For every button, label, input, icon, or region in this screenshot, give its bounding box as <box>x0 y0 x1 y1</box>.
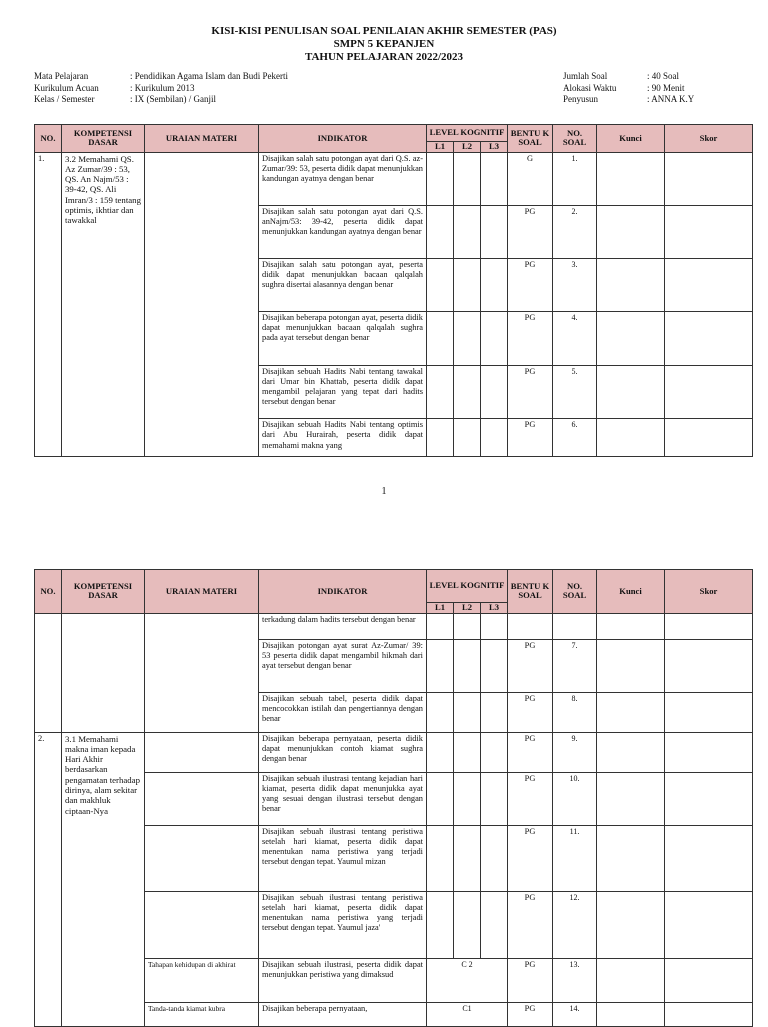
doc-title: KISI-KISI PENULISAN SOAL PENILAIAN AKHIR SEMESTER (PAS) <box>211 25 557 37</box>
indikator-cell: Disajikan salah satu potongan ayat dari Q.S. anNajm/53: 39-42, peserta didik dapat menunjukkan kandungan ayatnya dengan benar <box>259 205 427 258</box>
col-bentuk: BENTU K SOAL <box>508 570 553 614</box>
bentuk-cell: PG <box>508 891 553 958</box>
nosoal-cell <box>553 613 597 639</box>
materi-cell: Tahapan kehidupan di akhirat <box>145 958 259 1002</box>
l1-cell <box>427 152 454 205</box>
nosoal-cell: 3. <box>553 258 597 311</box>
skor-cell <box>665 825 753 891</box>
l3-cell <box>481 825 508 891</box>
l3-cell <box>481 418 508 456</box>
l1-cell <box>427 205 454 258</box>
l2-cell <box>454 418 481 456</box>
kunci-cell <box>597 891 665 958</box>
skor-cell <box>665 365 753 418</box>
l1-cell <box>427 825 454 891</box>
meta-label: Kurikulum Acuan <box>34 82 99 93</box>
row-no: 2. <box>35 732 62 1026</box>
grid-table-2 <box>34 569 753 1027</box>
indikator-cell: terkadung dalam hadits tersebut dengan benar <box>259 613 427 639</box>
row-no <box>35 613 62 732</box>
col-l2: L2 <box>454 142 481 153</box>
l1-cell <box>427 418 454 456</box>
l3-cell <box>481 365 508 418</box>
bentuk-cell: PG <box>508 772 553 825</box>
kunci-cell <box>597 1002 665 1026</box>
meta-value: : IX (Sembilan) / Ganjil <box>130 94 216 104</box>
l1-cell <box>427 258 454 311</box>
table-row <box>35 732 753 772</box>
col-l3: L3 <box>481 603 508 614</box>
materi-cell <box>145 891 259 958</box>
col-l1: L1 <box>427 142 454 153</box>
meta-value: : Kurikulum 2013 <box>130 82 195 93</box>
skor-cell <box>665 311 753 365</box>
kunci-cell <box>597 152 665 205</box>
table-row <box>35 613 753 639</box>
indikator-cell: Disajikan sebuah tabel, peserta didik dapat mencocokkan istilah dan pengertiannya dengan benar <box>259 692 427 732</box>
col-level: LEVEL KOGNITIF <box>427 570 508 603</box>
table-row <box>35 152 753 205</box>
col-l2: L2 <box>454 603 481 614</box>
materi-cell: Tanda-tanda kiamat kubra <box>145 1002 259 1026</box>
l1-cell <box>427 311 454 365</box>
indikator-cell: Disajikan beberapa pernyataan, peserta didik dapat menunjukkan contoh kiamat sughra dengan benar <box>259 732 427 772</box>
materi-cell <box>145 613 259 732</box>
col-nosoal: NO. SOAL <box>553 125 597 153</box>
meta-left <box>34 71 288 106</box>
skor-cell <box>665 772 753 825</box>
l1-cell <box>427 692 454 732</box>
bentuk-cell: PG <box>508 258 553 311</box>
indikator-cell: Disajikan sebuah Hadits Nabi tentang optimis dari Abu Hurairah, peserta didik dapat memahami makna yang <box>259 418 427 456</box>
level-cell <box>454 732 481 772</box>
l1-cell <box>427 613 454 639</box>
kunci-cell <box>597 613 665 639</box>
l1-cell <box>427 891 454 958</box>
l2-cell <box>454 613 481 639</box>
nosoal-cell: 1. <box>553 152 597 205</box>
nosoal-cell: 8. <box>553 692 597 732</box>
skor-cell <box>665 258 753 311</box>
l3-cell <box>481 205 508 258</box>
col-l1: L1 <box>427 603 454 614</box>
meta-label: Penyusun <box>563 94 599 104</box>
bentuk-cell: PG <box>508 958 553 1002</box>
kunci-cell <box>597 639 665 692</box>
l1-cell <box>427 772 454 825</box>
skor-cell <box>665 692 753 732</box>
col-kunci: Kunci <box>597 570 665 614</box>
skor-cell <box>665 891 753 958</box>
kd-cell: 3.1 Memahami makna iman kepada Hari Akhir berdasarkan pengamatan terhadap dirinya, alam sekitar dan makhluk ciptaan-Nya <box>62 732 145 1026</box>
meta-value: : 40 Soal <box>647 71 680 81</box>
col-no: NO. <box>35 125 62 153</box>
meta-value: : ANNA K.Y <box>647 94 695 104</box>
l3-cell <box>481 613 508 639</box>
col-kunci: Kunci <box>597 125 665 153</box>
l3-cell <box>481 639 508 692</box>
meta-value: : Pendidikan Agama Islam dan Budi Pekerti <box>130 71 288 81</box>
l2-cell <box>454 692 481 732</box>
meta-value: : 90 Menit <box>647 82 685 93</box>
skor-cell <box>665 152 753 205</box>
meta-label: Alokasi Waktu <box>563 82 617 93</box>
skor-cell <box>665 613 753 639</box>
meta-label: Mata Pelajaran <box>34 71 89 81</box>
level-cell <box>454 891 481 958</box>
col-materi: URAIAN MATERI <box>145 570 259 614</box>
l3-cell <box>481 692 508 732</box>
l3-cell <box>481 311 508 365</box>
nosoal-cell: 2. <box>553 205 597 258</box>
level-cell <box>454 772 481 825</box>
skor-cell <box>665 418 753 456</box>
col-skor: Skor <box>665 125 753 153</box>
l2-cell <box>454 311 481 365</box>
col-indikator: INDIKATOR <box>259 125 427 153</box>
kunci-cell <box>597 772 665 825</box>
col-l3: L3 <box>481 142 508 153</box>
kd-cell <box>62 613 145 732</box>
kunci-cell <box>597 365 665 418</box>
col-skor: Skor <box>665 570 753 614</box>
indikator-cell: Disajikan potongan ayat surat Az-Zumar/ 39: 53 peserta didik dapat mengambil hikmah dari ayat tersebut dengan benar <box>259 639 427 692</box>
bentuk-cell: PG <box>508 1002 553 1026</box>
indikator-cell: Disajikan sebuah ilustrasi tentang kejadian hari kiamat, peserta didik dapat menunjukka ayat yang sesuai dengan ilustrasi tersebut dengan benar <box>259 772 427 825</box>
kd-cell: 3.2 Memahami QS. Az Zumar/39 : 53, QS. An Najm/53 : 39-42, QS. Ali Imran/3 : 159 tentang optimis, ikhtiar dan tawakkal <box>62 152 145 456</box>
indikator-cell: Disajikan sebuah ilustrasi tentang peristiwa setelah hari kiamat, peserta didik dapat menentukan nama peristiwa yang terjadi tersebut dengan tepat. Yaumul mizan <box>259 825 427 891</box>
col-nosoal: NO. SOAL <box>553 570 597 614</box>
kunci-cell <box>597 418 665 456</box>
materi-cell <box>145 152 259 456</box>
bentuk-cell: PG <box>508 825 553 891</box>
l2-cell <box>454 639 481 692</box>
bentuk-cell: PG <box>508 639 553 692</box>
l3-cell <box>481 891 508 958</box>
l3-cell <box>481 258 508 311</box>
level-cell <box>454 825 481 891</box>
materi-cell <box>145 825 259 891</box>
nosoal-cell: 14. <box>553 1002 597 1026</box>
l2-cell <box>454 365 481 418</box>
nosoal-cell: 12. <box>553 891 597 958</box>
page-number: 1 <box>381 486 387 497</box>
kunci-cell <box>597 825 665 891</box>
kunci-cell <box>597 958 665 1002</box>
grid-table-1 <box>34 124 753 457</box>
col-no: NO. <box>35 570 62 614</box>
meta-label: Jumlah Soal <box>563 71 608 81</box>
l2-cell <box>454 152 481 205</box>
kunci-cell <box>597 692 665 732</box>
l1-cell <box>427 732 454 772</box>
l3-cell <box>481 152 508 205</box>
skor-cell <box>665 205 753 258</box>
bentuk-cell: PG <box>508 365 553 418</box>
materi-cell <box>145 732 259 772</box>
indikator-cell: Disajikan beberapa potongan ayat, peserta didik dapat menunjukkan bacaan qalqalah sughra pada ayat tersebut dengan benar <box>259 311 427 365</box>
materi-cell <box>145 772 259 825</box>
row-no: 1. <box>35 152 62 456</box>
l2-cell <box>454 258 481 311</box>
nosoal-cell: 6. <box>553 418 597 456</box>
l2-cell <box>454 205 481 258</box>
nosoal-cell: 13. <box>553 958 597 1002</box>
bentuk-cell: PG <box>508 418 553 456</box>
indikator-cell: Disajikan sebuah ilustrasi tentang peristiwa setelah hari kiamat, peserta didik dapat menentukan nama peristiwa yang terjadi tersebut dengan tepat. Yaumul jaza' <box>259 891 427 958</box>
level-cell: C1 <box>427 1002 508 1026</box>
meta-label: Kelas / Semester <box>34 94 95 104</box>
skor-cell <box>665 958 753 1002</box>
l3-cell <box>481 732 508 772</box>
l3-cell <box>481 772 508 825</box>
level-cell: C 2 <box>427 958 508 1002</box>
school-name: SMPN 5 KEPANJEN <box>333 38 435 50</box>
indikator-cell: Disajikan beberapa pernyataan, <box>259 1002 427 1026</box>
l1-cell <box>427 365 454 418</box>
indikator-cell: Disajikan salah satu potongan ayat dari Q.S. az-Zumar/39: 53, peserta didik dapat menunjukkan kandungan ayatnya dengan benar <box>259 152 427 205</box>
bentuk-cell: PG <box>508 205 553 258</box>
bentuk-cell: PG <box>508 311 553 365</box>
nosoal-cell: 9. <box>553 732 597 772</box>
meta-right <box>563 71 694 106</box>
kunci-cell <box>597 311 665 365</box>
col-materi: URAIAN MATERI <box>145 125 259 153</box>
col-bentuk: BENTU K SOAL <box>508 125 553 153</box>
nosoal-cell: 7. <box>553 639 597 692</box>
skor-cell <box>665 639 753 692</box>
kunci-cell <box>597 258 665 311</box>
indikator-cell: Disajikan salah satu potongan ayat, peserta didik dapat menunjukkan bacaan qalqalah sughra disertai alasannya dengan benar <box>259 258 427 311</box>
skor-cell <box>665 1002 753 1026</box>
bentuk-cell: PG <box>508 692 553 732</box>
kunci-cell <box>597 205 665 258</box>
col-level: LEVEL KOGNITIF <box>427 125 508 142</box>
nosoal-cell: 11. <box>553 825 597 891</box>
bentuk-cell <box>508 613 553 639</box>
indikator-cell: Disajikan sebuah Hadits Nabi tentang tawakal dari Umar bin Khattab, peserta didik dapat mengambil pelajaran yang tepat dari hadits tersebut dengan benar <box>259 365 427 418</box>
nosoal-cell: 5. <box>553 365 597 418</box>
indikator-cell: Disajikan sebuah ilustrasi, peserta didik dapat menunjukkan peristiwa yang dimaksud <box>259 958 427 1002</box>
l1-cell <box>427 639 454 692</box>
bentuk-cell: G <box>508 152 553 205</box>
col-kd: KOMPETENSI DASAR <box>62 570 145 614</box>
nosoal-cell: 4. <box>553 311 597 365</box>
col-indikator: INDIKATOR <box>259 570 427 614</box>
col-kd: KOMPETENSI DASAR <box>62 125 145 153</box>
bentuk-cell: PG <box>508 732 553 772</box>
academic-year: TAHUN PELAJARAN 2022/2023 <box>304 51 464 63</box>
kunci-cell <box>597 732 665 772</box>
nosoal-cell: 10. <box>553 772 597 825</box>
skor-cell <box>665 732 753 772</box>
